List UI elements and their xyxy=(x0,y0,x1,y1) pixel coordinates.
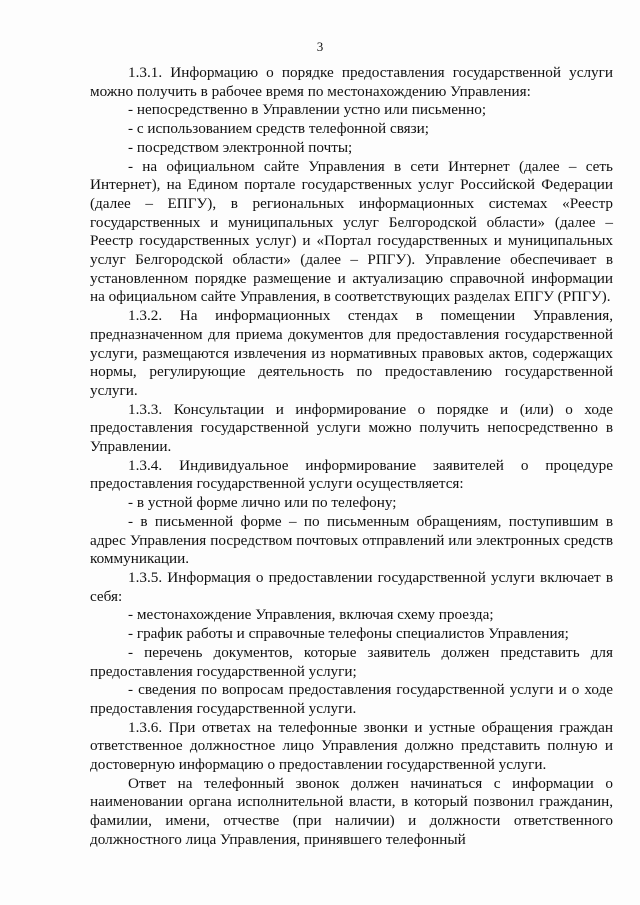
paragraph-1-3-1: 1.3.1. Информацию о порядке предоставления государственной услуги можно получить в рабочее время по местонахождению Управления: xyxy=(90,64,613,100)
paragraph-phone-answer: Ответ на телефонный звонок должен начинаться с информации о наименовании органа исполнительной власти, в который позвонил гражданин, фамилии, имени, отчестве (при наличии) и должности ответственного должностного лица Управления, принявшего телефонный xyxy=(90,774,613,848)
list-item: - в устной форме лично или по телефону; xyxy=(128,494,397,512)
list-item: - непосредственно в Управлении устно или письменно; xyxy=(128,101,487,119)
list-item: - местонахождение Управления, включая схему проезда; xyxy=(128,606,494,624)
paragraph-1-3-6: 1.3.6. При ответах на телефонные звонки и устные обращения граждан ответственное должностное лицо Управления должно представить полную и достоверную информацию о предоставлении государственной услуги. xyxy=(90,718,613,774)
list-item: - на официальном сайте Управления в сети Интернет (далее – сеть Интернет), на Едином портале государственных услуг Российской Федерации (далее – ЕПГУ), в региональных информационных системах «Реестр государственных и муниципальных услуг Белгородской области» (далее – Реестр государственных услуг) и «Портал государственных и муниципальных услуг Белгородской области» (далее – РПГУ). Управление обеспечивает в установленном порядке размещение и актуализацию справочной информации на официальном сайте Управления, в соответствующих разделах ЕПГУ (РПГУ). xyxy=(90,157,613,306)
list-item: - перечень документов, которые заявитель должен представить для предоставления государственной услуги; xyxy=(90,643,613,680)
list-item: - посредством электронной почты; xyxy=(128,138,353,156)
page-number: 3 xyxy=(316,39,324,54)
list-item: - сведения по вопросам предоставления государственной услуги и о ходе предоставления государственной услуги. xyxy=(90,681,613,717)
list-item: - в письменной форме – по письменным обращениям, поступившим в адрес Управления посредством почтовых отправлений или электронных средств коммуникации. xyxy=(90,512,613,568)
list-item: - график работы и справочные телефоны специалистов Управления; xyxy=(128,625,569,643)
paragraph-1-3-4: 1.3.4. Индивидуальное информирование заявителей о процедуре предоставления государственной услуги осуществляется: xyxy=(90,456,613,493)
paragraph-1-3-5: 1.3.5. Информация о предоставлении государственной услуги включает в себя: xyxy=(90,568,613,605)
list-item: - с использованием средств телефонной связи; xyxy=(128,120,429,138)
paragraph-1-3-3: 1.3.3. Консультации и информирование о порядке и (или) о ходе предоставления государственной услуги можно получить непосредственно в Управлении. xyxy=(90,400,613,456)
paragraph-1-3-2: 1.3.2. На информационных стендах в помещении Управления, предназначенном для приема документов для предоставления государственной услуги, размещаются извлечения из нормативных правовых актов, содержащих нормы, регулирующие деятельность по предоставлению государственной услуги. xyxy=(90,307,613,399)
document-body xyxy=(90,64,613,850)
